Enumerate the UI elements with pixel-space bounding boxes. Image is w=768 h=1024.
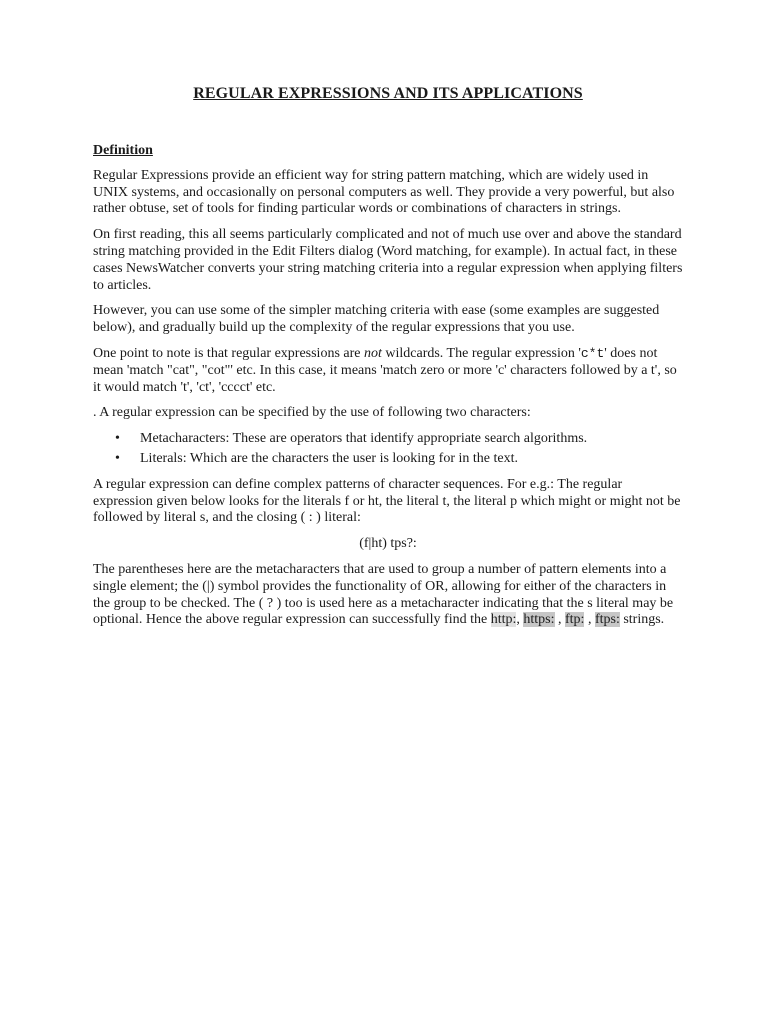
list-item-metacharacters xyxy=(115,431,683,448)
list-item-literals xyxy=(115,450,683,468)
paragraph-definition: Regular Expressions provide an efficient way for string pattern matching, which are widely used in UNIX systems, and occasionally on personal computers as well. They provide a very powerful, but also rather obtuse, set of tools for finding particular words or combinations of characters in strings. xyxy=(93,167,675,217)
highlight-https: https: xyxy=(523,612,555,628)
highlight-ftps: ftps: xyxy=(594,612,620,628)
separator: , xyxy=(584,612,595,628)
highlight-ftp: ftp: xyxy=(565,612,585,628)
highlight-http: http: xyxy=(490,612,517,628)
list-item-text: Literals: Which are the characters the user is looking for in the text. xyxy=(140,450,518,466)
paragraph-complex-patterns: A regular expression can define complex patterns of character sequences. For e.g.: The regular expression given below looks for the literals f or ht, the literal t, the literal p which might or might not be followed by literal s, and the closing ( : ) literal: xyxy=(93,476,681,526)
text-segment: strings. xyxy=(619,612,665,628)
paragraph-parentheses xyxy=(93,562,683,629)
bullet-icon: • xyxy=(115,450,120,466)
section-heading-definition: Definition xyxy=(93,143,153,158)
bullet-list xyxy=(93,431,683,468)
document-page xyxy=(93,86,683,638)
document-title: REGULAR EXPRESSIONS AND ITS APPLICATIONS xyxy=(193,85,583,102)
bullet-icon: • xyxy=(115,431,120,447)
code-expression: c*t xyxy=(580,345,605,361)
text-segment: ' does not mean 'match "cat", "cot"' etc. In this case, it means 'match zero or more 'c' characters followed by a t', so it would match 't', 'ct', 'cccct' etc. xyxy=(93,345,677,395)
paragraph-not-wildcards xyxy=(93,346,683,396)
regex-example: (f|ht) tps?: xyxy=(359,536,417,552)
emphasis-not: not xyxy=(363,345,382,361)
text-segment: The parentheses here are the metacharacters that are used to group a number of pattern elements into a single element; the (|) symbol provides the functionality of OR, allowing for either of the characters in the group to be checked. The ( ? ) too is used here as a metacharacter indicating that the s literal may be optional. Hence the above regular expression can successfully find the xyxy=(93,561,674,628)
list-item-text: Metacharacters: These are operators that identify appropriate search algorithms. xyxy=(140,431,588,447)
separator: , xyxy=(516,612,524,628)
text-segment: wildcards. The regular expression ' xyxy=(381,345,581,361)
paragraph-specified-by: . A regular expression can be specified by the use of following two characters: xyxy=(93,405,531,421)
separator: , xyxy=(554,612,565,628)
text-segment: One point to note is that regular expressions are xyxy=(93,345,364,361)
paragraph-simpler-criteria: However, you can use some of the simpler matching criteria with ease (some examples are suggested below), and gradually build up the complexity of the regular expressions that you use. xyxy=(93,303,660,336)
paragraph-first-reading: On first reading, this all seems particularly complicated and not of much use over and above the standard string matching provided in the Edit Filters dialog (Word matching, for example). In actual fact, in these cases NewsWatcher converts your string matching criteria into a regular expression when applying filters to articles. xyxy=(93,227,683,293)
